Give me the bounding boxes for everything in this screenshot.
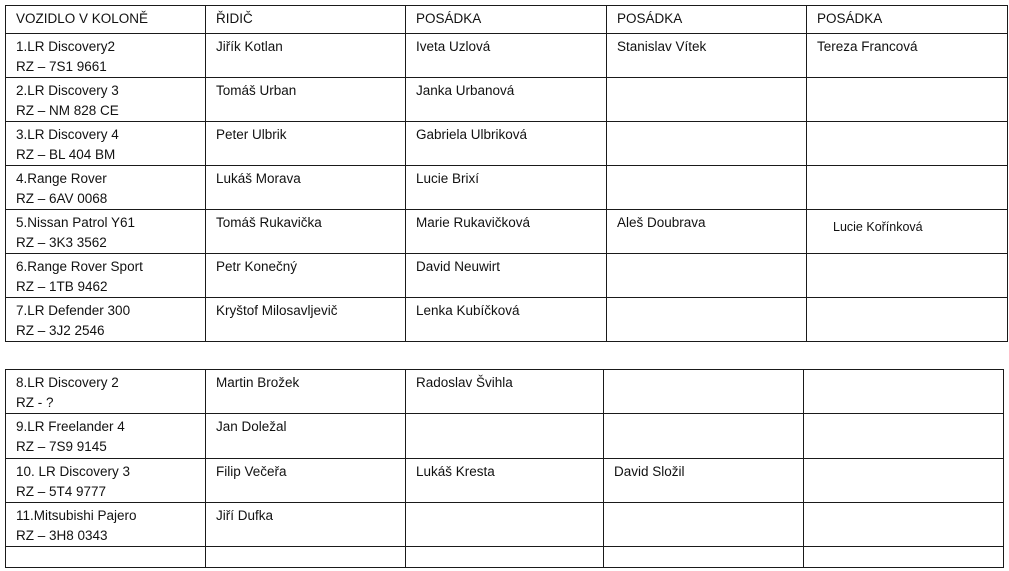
crew-cell-2 xyxy=(607,254,807,298)
crew-cell-3 xyxy=(804,459,1004,503)
crew-cell-1: Janka Urbanová xyxy=(406,78,607,122)
driver-cell: Petr Konečný xyxy=(206,254,406,298)
driver-cell: Lukáš Morava xyxy=(206,166,406,210)
crew-cell-2 xyxy=(604,414,804,459)
driver-cell: Peter Ulbrik xyxy=(206,122,406,166)
driver-cell: Tomáš Rukavička xyxy=(206,210,406,254)
header-vehicle: VOZIDLO V KOLONĚ xyxy=(6,6,206,34)
table-row xyxy=(6,254,1008,298)
table-row xyxy=(6,34,1008,78)
vehicle-plate: RZ – NM 828 CE xyxy=(16,103,119,118)
crew-cell-1 xyxy=(406,547,604,568)
vehicle-name: 5.Nissan Patrol Y61 xyxy=(16,215,136,230)
driver-cell: Filip Večeřa xyxy=(206,459,406,503)
vehicle-name: 1.LR Discovery2 xyxy=(16,39,116,54)
vehicle-plate: RZ – 3K3 3562 xyxy=(16,235,107,250)
crew-cell-3: Tereza Francová xyxy=(807,34,1008,78)
vehicle-name: 11.Mitsubishi Pajero xyxy=(16,508,137,523)
vehicle-name: 9.LR Freelander 4 xyxy=(16,419,125,434)
crew-cell-1: Iveta Uzlová xyxy=(406,34,607,78)
crew-cell-1: Lukáš Kresta xyxy=(406,459,604,503)
vehicle-name: 3.LR Discovery 4 xyxy=(16,127,119,142)
crew-cell-3 xyxy=(807,166,1008,210)
driver-cell xyxy=(206,547,406,568)
crew-cell-1: Radoslav Švihla xyxy=(406,370,604,414)
crew-cell-2: Stanislav Vítek xyxy=(607,34,807,78)
vehicle-cell xyxy=(6,34,206,78)
driver-cell: Kryštof Milosavljevič xyxy=(206,298,406,342)
table-row xyxy=(6,503,1004,547)
vehicle-plate: RZ – 6AV 0068 xyxy=(16,191,108,206)
crew-cell-3 xyxy=(807,78,1008,122)
crew-cell-2 xyxy=(607,298,807,342)
vehicle-name: 7.LR Defender 300 xyxy=(16,303,131,318)
convoy-table-1 xyxy=(5,5,1008,342)
table-row xyxy=(6,166,1008,210)
vehicle-cell xyxy=(6,459,206,503)
driver-cell: Martin Brožek xyxy=(206,370,406,414)
crew-cell-1: Gabriela Ulbriková xyxy=(406,122,607,166)
table-row xyxy=(6,298,1008,342)
crew-cell-2 xyxy=(607,122,807,166)
crew-cell-1: Lucie Brixí xyxy=(406,166,607,210)
vehicle-cell xyxy=(6,370,206,414)
vehicle-plate: RZ – BL 404 BM xyxy=(16,147,116,162)
vehicle-cell xyxy=(6,78,206,122)
crew-cell-3 xyxy=(804,370,1004,414)
vehicle-name: 10. LR Discovery 3 xyxy=(16,464,131,479)
crew-cell-3 xyxy=(807,254,1008,298)
table-row xyxy=(6,370,1004,414)
crew-name: Lucie Kořínková xyxy=(833,220,923,234)
crew-cell-2 xyxy=(604,370,804,414)
vehicle-plate: RZ – 7S1 9661 xyxy=(16,59,107,74)
vehicle-cell xyxy=(6,503,206,547)
vehicle-plate: RZ – 3J2 2546 xyxy=(16,323,105,338)
crew-cell-1: Marie Rukavičková xyxy=(406,210,607,254)
header-crew-1: POSÁDKA xyxy=(406,6,607,34)
crew-cell-2: Aleš Doubrava xyxy=(607,210,807,254)
crew-cell-2 xyxy=(604,547,804,568)
crew-cell-3 xyxy=(807,298,1008,342)
vehicle-cell xyxy=(6,122,206,166)
vehicle-cell xyxy=(6,254,206,298)
driver-cell: Tomáš Urban xyxy=(206,78,406,122)
crew-cell-2 xyxy=(607,78,807,122)
vehicle-cell xyxy=(6,547,206,568)
crew-cell-1: David Neuwirt xyxy=(406,254,607,298)
header-crew-2: POSÁDKA xyxy=(607,6,807,34)
vehicle-plate: RZ – 7S9 9145 xyxy=(16,439,107,454)
crew-cell-1 xyxy=(406,503,604,547)
vehicle-plate: RZ – 1TB 9462 xyxy=(16,279,108,294)
table-row xyxy=(6,414,1004,459)
convoy-table-2 xyxy=(5,369,1004,568)
vehicle-name: 8.LR Discovery 2 xyxy=(16,375,119,390)
table-row xyxy=(6,459,1004,503)
header-crew-3: POSÁDKA xyxy=(807,6,1008,34)
table-row xyxy=(6,210,1008,254)
driver-cell: Jiří Dufka xyxy=(206,503,406,547)
crew-cell-3 xyxy=(804,503,1004,547)
vehicle-plate: RZ – 3H8 0343 xyxy=(16,528,108,543)
crew-cell-3 xyxy=(807,210,1008,254)
driver-cell: Jiřík Kotlan xyxy=(206,34,406,78)
vehicle-cell xyxy=(6,210,206,254)
vehicle-plate: RZ - ? xyxy=(16,395,54,410)
header-driver: ŘIDIČ xyxy=(206,6,406,34)
header-row xyxy=(6,6,1008,34)
vehicle-cell xyxy=(6,414,206,459)
crew-cell-1 xyxy=(406,414,604,459)
driver-cell: Jan Doležal xyxy=(206,414,406,459)
crew-cell-2 xyxy=(604,503,804,547)
crew-cell-1: Lenka Kubíčková xyxy=(406,298,607,342)
vehicle-cell xyxy=(6,166,206,210)
crew-cell-2 xyxy=(607,166,807,210)
crew-cell-3 xyxy=(804,547,1004,568)
vehicle-name: 4.Range Rover xyxy=(16,171,107,186)
vehicle-name: 2.LR Discovery 3 xyxy=(16,83,119,98)
crew-cell-2: David Složil xyxy=(604,459,804,503)
crew-cell-3 xyxy=(807,122,1008,166)
table-row xyxy=(6,547,1004,568)
table-row xyxy=(6,122,1008,166)
vehicle-cell xyxy=(6,298,206,342)
vehicle-name: 6.Range Rover Sport xyxy=(16,259,143,274)
vehicle-plate: RZ – 5T4 9777 xyxy=(16,484,107,499)
crew-cell-3 xyxy=(804,414,1004,459)
table-row xyxy=(6,78,1008,122)
